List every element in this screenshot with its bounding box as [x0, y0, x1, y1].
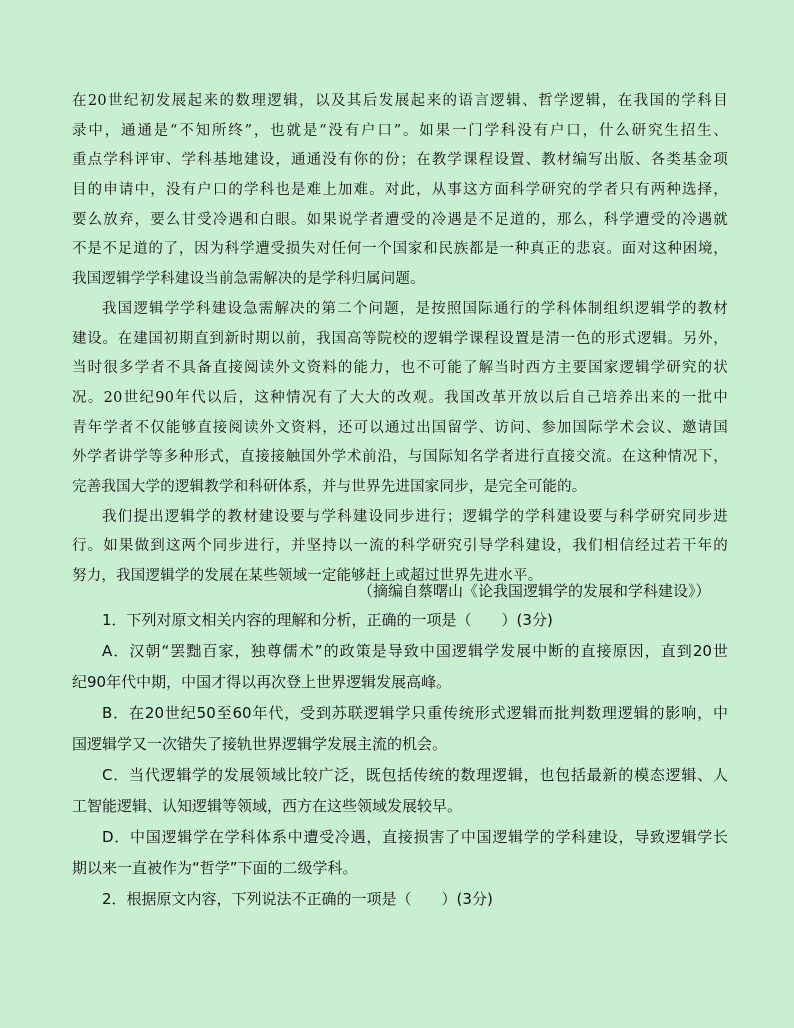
passage-line: 重点学科评审、学科基地建设，通通没有你的份；在教学课程设置、教材编写出版、各类基金项 — [72, 152, 728, 169]
passage-paragraph-start: 我们提出逻辑学的教材建设要与学科建设同步进行；逻辑学的学科建设要与科学研究同步进 — [102, 508, 728, 525]
question-stem: 2．根据原文内容，下列说法不正确的一项是（ ）(3分) — [102, 890, 493, 908]
questions-section — [72, 605, 728, 915]
passage-line: 不是不足道的了，因为科学遭受损失对任何一个国家和民族都是一种真正的悲哀。面对这种困境， — [72, 241, 728, 258]
passage-line: 完善我国大学的逻辑教学和科研体系，并与世界先进国家同步，是完全可能的。 — [72, 478, 587, 495]
passage-line: 努力，我国逻辑学的发展在某些领域一定能够赶上或超过世界先进水平。 — [72, 568, 543, 584]
option-c: C．当代逻辑学的发展领域比较广泛，既包括传统的数理逻辑，也包括最新的模态逻辑、人 — [102, 766, 728, 784]
passage-line: 目的申请中，没有户口的学科也是难上加难。对此，从事这方面科学研究的学者只有两种选择， — [72, 182, 728, 199]
passage-line: 在20世纪初发展起来的数理逻辑，以及其后发展起来的语言逻辑、哲学逻辑，在我国的学科目 — [72, 93, 728, 109]
source-citation: （摘编自蔡曙山《论我国逻辑学的发展和学科建设》） — [358, 582, 711, 600]
option-a-continued: 纪90年代中期，中国才得以再次登上世界逻辑发展高峰。 — [72, 673, 452, 691]
passage-line: 行。如果做到这两个同步进行，并坚持以一流的科学研究引导学科建设，我们相信经过若干年的 — [72, 538, 728, 555]
option-d-continued: 期以来一直被作为“哲学”下面的二级学科。 — [72, 859, 358, 877]
passage-line: 录中，通通是“不知所终”，也就是“没有户口”。如果一门学科没有户口，什么研究生招生、 — [72, 122, 728, 139]
passage-line: 建设。在建国初期直到新时期以前，我国高等院校的逻辑学课程设置是清一色的形式逻辑。另外， — [72, 330, 728, 347]
passage-paragraph-start: 我国逻辑学学科建设急需解决的第二个问题，是按照国际通行的学科体制组织逻辑学的教材 — [102, 300, 728, 317]
passage-text — [72, 87, 728, 592]
option-a: A．汉朝“罢黜百家，独尊儒术”的政策是导致中国逻辑学发展中断的直接原因，直到20世 — [102, 642, 728, 660]
option-b: B．在20世纪50至60年代，受到苏联逻辑学只重传统形式逻辑而批判数理逻辑的影响，中 — [102, 704, 728, 722]
option-c-continued: 工智能逻辑、认知逻辑等领域，西方在这些领域发展较早。 — [72, 797, 463, 815]
passage-line: 要么放弃，要么甘受冷遇和白眼。如果说学者遭受的冷遇是不足道的，那么，科学遭受的冷遇就 — [72, 211, 728, 228]
passage-line: 我国逻辑学学科建设当前急需解决的是学科归属问题。 — [72, 271, 425, 288]
option-d: D．中国逻辑学在学科体系中遭受冷遇，直接损害了中国逻辑学的学科建设，导致逻辑学长 — [102, 828, 728, 846]
passage-line: 当时很多学者不具备直接阅读外文资料的能力，也不可能了解当时西方主要国家逻辑学研究的状 — [72, 360, 728, 377]
option-b-continued: 国逻辑学又一次错失了接轨世界逻辑学发展主流的机会。 — [72, 735, 448, 753]
question-stem: 1．下列对原文相关内容的理解和分析，正确的一项是（ ）(3分) — [102, 611, 553, 629]
passage-line: 青年学者不仅能够直接阅读外文资料，还可以通过出国留学、访问、参加国际学术会议、邀请国 — [72, 419, 728, 436]
passage-line: 况。20世纪90年代以后，这种情况有了大大的改观。我国改革开放以后自己培养出来的一批中 — [72, 389, 728, 406]
passage-line: 外学者讲学等多种形式，直接接触国外学术前沿，与国际知名学者进行直接交流。在这种情况下， — [72, 449, 728, 466]
